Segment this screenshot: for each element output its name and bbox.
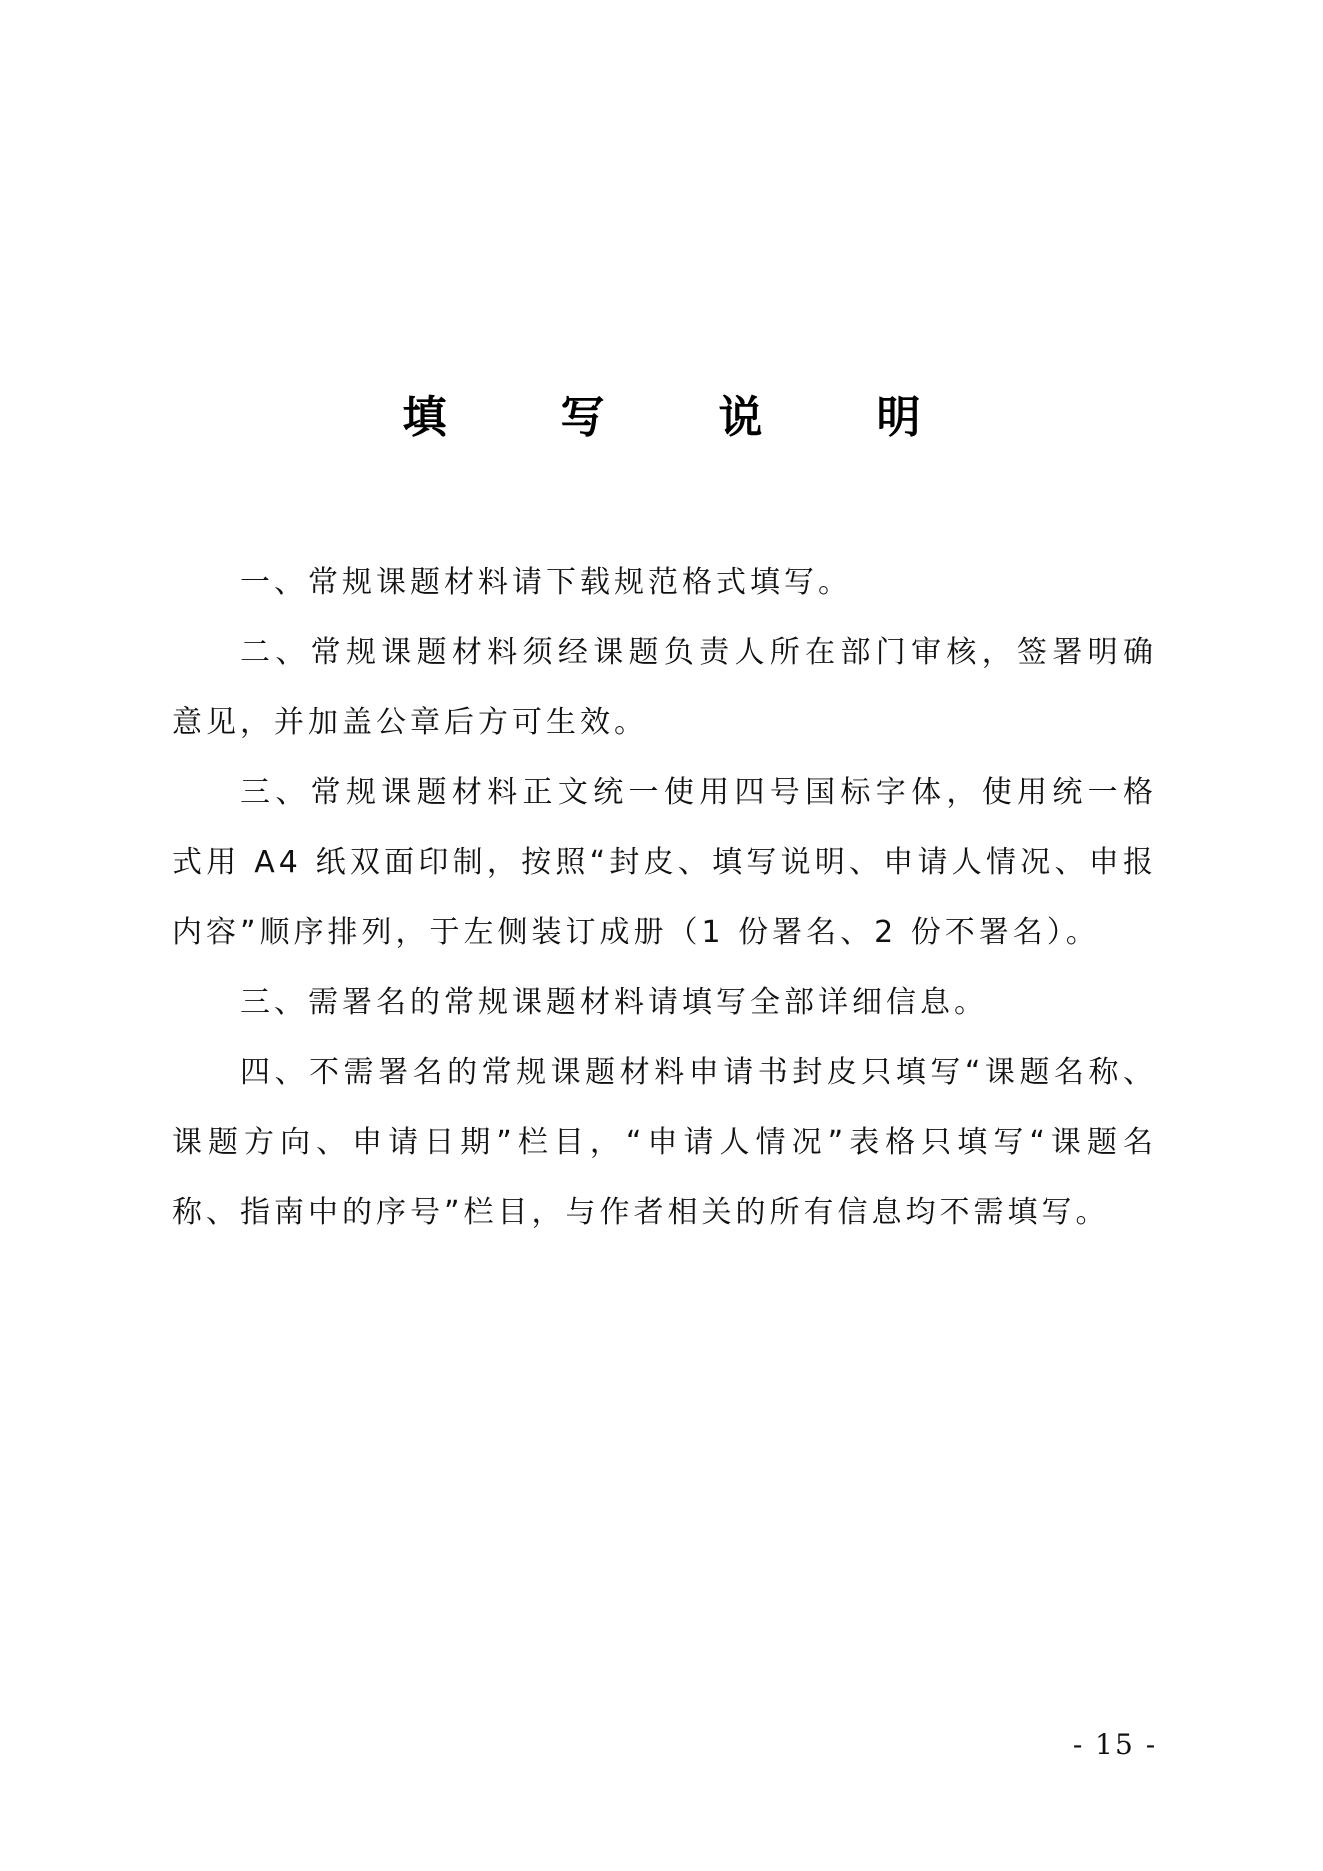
page-number: - 15 -	[1072, 1728, 1158, 1761]
instruction-paragraph: 三、常规课题材料正文统一使用四号国标字体，使用统一格式用 A4 纸双面印制，按照“封皮、填写说明、申请人情况、申报内容”顺序排列，于左侧装订成册（1 份署名、2 份不署名）。	[172, 775, 1157, 950]
title-char: 写	[560, 392, 605, 443]
instruction-paragraph: 四、不需署名的常规课题材料申请书封皮只填写“课题名称、课题方向、申请日期”栏目，“申请人情况”表格只填写“课题名称、指南中的序号”栏目，与作者相关的所有信息均不需填写。	[172, 1055, 1157, 1230]
title-char: 明	[876, 392, 921, 443]
title-char: 说	[718, 392, 763, 443]
instruction-paragraph: 三、需署名的常规课题材料请填写全部详细信息。	[240, 985, 988, 1020]
instructions-body	[172, 548, 1157, 1248]
page-title	[0, 383, 1323, 443]
instruction-paragraph: 一、常规课题材料请下载规范格式填写。	[240, 565, 852, 600]
title-char: 填	[402, 392, 447, 443]
instruction-paragraph: 二、常规课题材料须经课题负责人所在部门审核，签署明确意见，并加盖公章后方可生效。	[172, 635, 1157, 740]
